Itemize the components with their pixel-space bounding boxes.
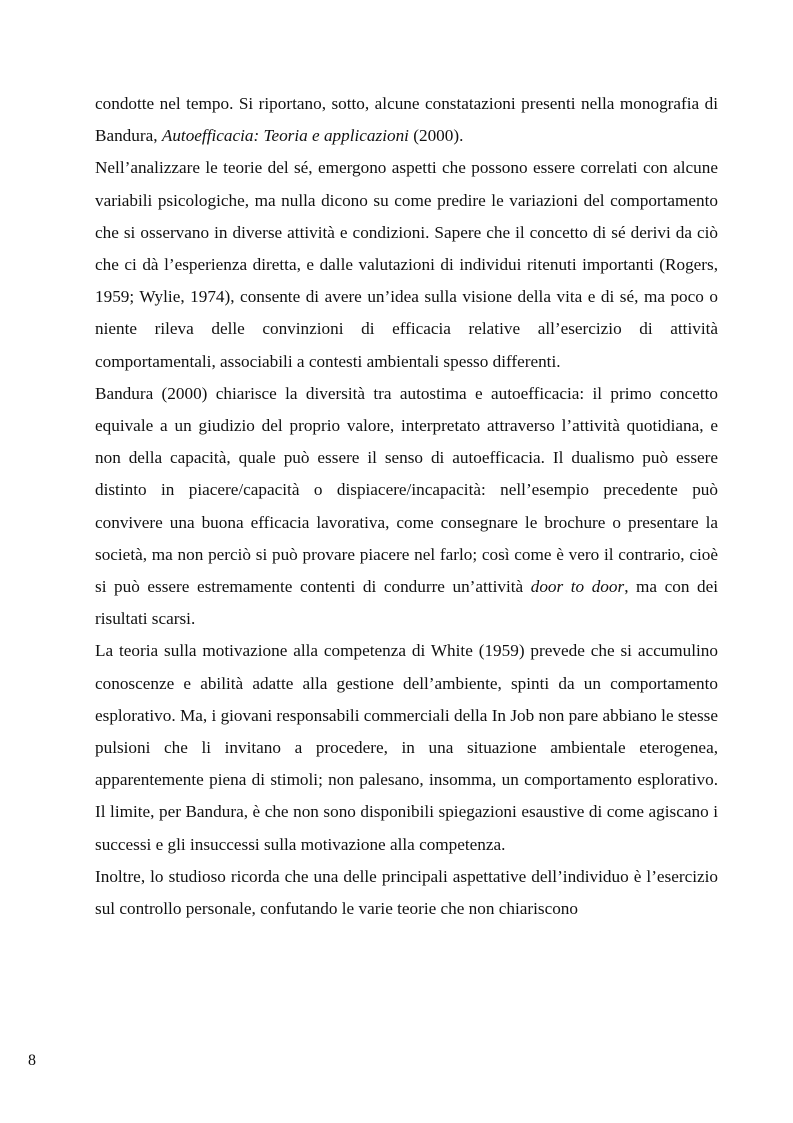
paragraph	[95, 378, 718, 636]
paragraph	[95, 88, 718, 152]
paragraph	[95, 861, 718, 925]
paragraph-text: Nell’analizzare le teorie del sé, emergono aspetti che possono essere correlati con alcune variabili psicologiche, ma nulla dicono su come predire le variazioni del comportamento che si osservano in diverse attività e condizioni. Sapere che il concetto di sé derivi da ciò che ci dà l’esperienza diretta, e dalle valutazioni di individui ritenuti importanti (Rogers, 1959; Wylie, 1974), consente di avere un’idea sulla visione della vita e di sé, ma poco o niente rileva delle convinzioni di efficacia relative all’esercizio di attività comportamentali, associabili a contesti ambientali spesso differenti.	[95, 158, 718, 371]
paragraph-text: La teoria sulla motivazione alla competenza di White (1959) prevede che si accumulino conoscenze e abilità adatte alla gestione dell’ambiente, spinti da un comportamento esplorativo. Ma, i giovani responsabili commerciali della In Job non pare abbiano le stesse pulsioni che li invitano a procedere, in una situazione ambientale eterogenea, apparentemente piena di stimoli; non palesano, insomma, un comportamento esplorativo. Il limite, per Bandura, è che non sono disponibili spiegazioni esaustive di come agiscano i successi e gli insuccessi sulla motivazione alla competenza.	[95, 641, 718, 854]
paragraph-text: (2000).	[408, 126, 464, 146]
document-body	[95, 88, 718, 925]
page-number: 8	[28, 1052, 36, 1069]
paragraph-text: condotte nel tempo. Si riportano, sotto, alcune constatazioni presenti nella monografia di Bandura,	[95, 94, 718, 146]
paragraph	[95, 635, 718, 860]
paragraph-text: Bandura (2000) chiarisce la diversità tra autostima e autoefficacia: il primo concetto equivale a un giudizio del proprio valore, interpretato attraverso l’attività quotidiana, e non della capacità, quale può essere il senso di autoefficacia. Il dualismo può essere distinto in piacere/capacità o dispiacere/incapacità: nell’esempio precedente può convivere una buona efficacia lavorativa, come consegnare le brochure o presentare la società, ma non perciò si può provare piacere nel farlo; così come è vero il contrario, cioè si può essere estremamente contenti di condurre un’attività	[95, 383, 718, 597]
book-title: Autoefficacia: Teoria e applicazioni	[161, 126, 409, 146]
paragraph-text: , ma con dei risultati scarsi.	[95, 577, 719, 629]
italic-term: door to door	[530, 577, 625, 597]
paragraph	[95, 152, 718, 377]
paragraph-text: Inoltre, lo studioso ricorda che una delle principali aspettative dell’individuo è l’esercizio sul controllo personale, confutando le varie teorie che non chiariscono	[95, 866, 718, 919]
